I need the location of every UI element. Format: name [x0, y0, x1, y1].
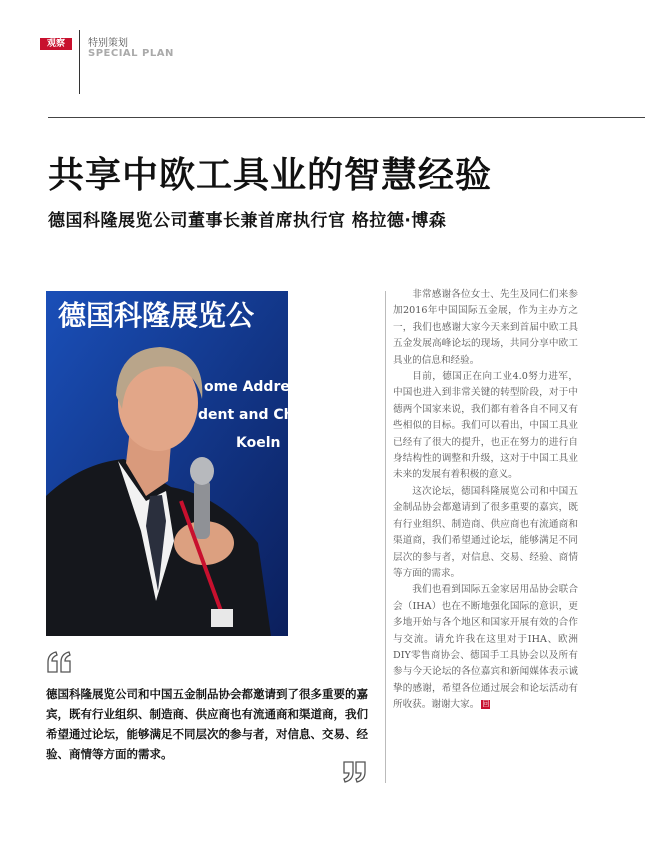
photo-banner-line-4: Koeln: [236, 435, 281, 451]
body-paragraph-3: 这次论坛，德国科隆展览公司和中国五金制品协会都邀请到了很多重要的嘉宾，既有行业组织、制造商、供应商也有流通商和渠道商，我们希望通过论坛，能够满足不同层次的参与者，对信息、交易、经验、商情等方面的需求。: [393, 485, 578, 579]
section-title-en: SPECIAL PLAN: [88, 48, 174, 59]
article-subtitle: 德国科隆展览公司董事长兼首席执行官 格拉德·博森: [48, 211, 447, 231]
body-paragraph-4-text: 我们也看到国际五金家居用品协会联合会（IHA）也在不断地强化国际的意识，更多地开始与各个地区和国家开展有效的合作与交流。请允许我在这里对于IHA、欧洲DIY零售商协会、德国手工具协会以及所有参与今天论坛的各位嘉宾和新闻媒体表示诚挚的感谢，希望各位通过展会和论坛活动有所收获。谢谢大家。: [393, 584, 578, 711]
section-title-cn: 特别策划: [88, 38, 128, 49]
body-paragraph-2: 目前，德国正在向工业4.0努力进军，中国也进入到非常关键的转型阶段，对于中德两个国家来说，我们都有着各自不同又有些相似的目标。我们可以看出，中国工具业已经有了很大的提升，也正在努力的进行自身结构性的调整和升级，这对于中国工具业未来的发展有着积极的意义。: [393, 371, 578, 481]
open-quote-icon: [46, 650, 74, 674]
header-rule: [48, 117, 645, 118]
section-badge: 观察: [40, 38, 72, 50]
end-mark-icon: 回: [482, 700, 490, 709]
photo-banner-line-1: 德国科隆展览公: [58, 299, 255, 332]
article-body: [393, 287, 578, 714]
photo-banner-line-2: ome Addres: [204, 379, 299, 395]
pull-quote: 德国科隆展览公司和中国五金制品协会都邀请到了很多重要的嘉宾，既有行业组织、制造商、供应商也有流通商和渠道商，我们希望通过论坛，能够满足不同层次的参与者，对信息、交易、经验、商情等方面的需求。: [46, 687, 368, 761]
close-quote-icon: [340, 760, 368, 784]
body-paragraph-4: [393, 582, 578, 713]
column-divider: [385, 291, 386, 783]
photo-banner-line-3: dent and Chi: [198, 407, 299, 423]
header-divider: [79, 30, 80, 94]
article-title: 共享中欧工具业的智慧经验: [48, 154, 493, 196]
speaker-photo: [46, 291, 299, 636]
body-paragraph-1: 非常感谢各位女士、先生及同仁们来参加2016年中国国际五金展，作为主办方之一，我们也感谢大家今天来到首届中欧工具五金发展高峰论坛的现场，共同分享中欧工具业的信息和经验。: [393, 289, 578, 366]
